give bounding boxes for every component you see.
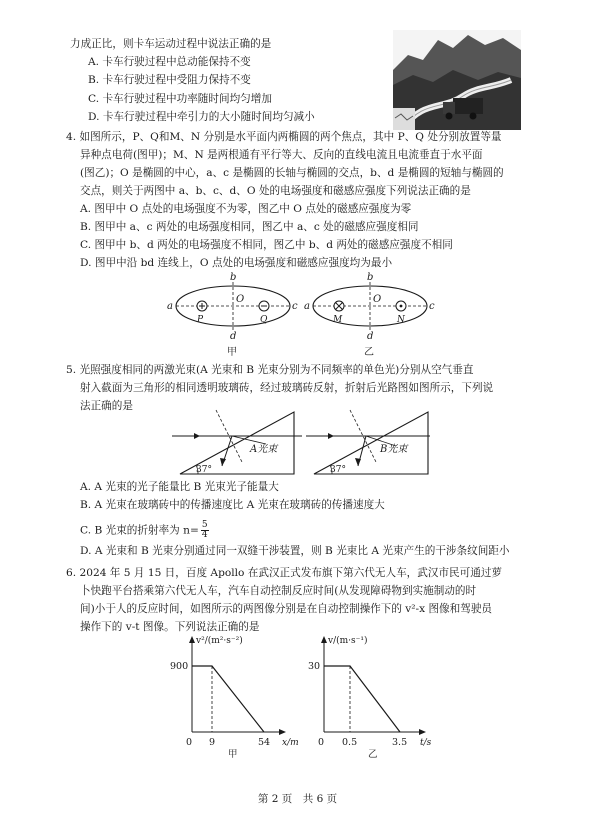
q6-jia-xlabel: x/m — [282, 738, 299, 748]
q6-jia-caption: 甲 — [228, 749, 238, 760]
q6-stem-line-2: 卜快跑平台搭乘第六代无人车，汽车自动控制反应时间(从发现障碍物到实施制动的时 — [80, 585, 477, 597]
q4-figure-yi — [303, 270, 437, 345]
q5-stem-line-3: 法正确的是 — [80, 400, 133, 412]
q3-option-b: B. 卡车行驶过程中受阻力保持不变 — [88, 74, 251, 86]
page-footer: 第 2 页 共 6 页 — [257, 793, 338, 805]
q6-jia-xtick-54: 54 — [258, 737, 271, 748]
q5-figure-a-beam — [166, 408, 306, 478]
q4-stem-line-2: 异种点电荷(图甲)；M、N 是两根通有平行等大、反向的直线电流且电流垂直于水平面 — [80, 149, 483, 161]
q6-yi-xlabel: t/s — [420, 738, 432, 748]
fig-jia-label-d: d — [230, 331, 237, 342]
q6-stem-line-4: 操作下的 v-t 图像。下列说法正确的是 — [80, 621, 260, 633]
q4-figure-jia — [166, 270, 300, 345]
q6-yi-xtick-3-5: 3.5 — [392, 737, 408, 748]
q5-frac-denominator: 4 — [201, 530, 208, 540]
q5-option-c-fraction — [201, 521, 209, 540]
q3-option-c: C. 卡车行驶过程中功率随时间均匀增加 — [88, 93, 272, 105]
q5-stem-line-1: 5. 光照强度相同的两激光束(A 光束和 B 光束分别为不同频率的单色光)分别从空气垂直 — [66, 364, 474, 376]
q6-jia-ytick-900: 900 — [170, 661, 189, 672]
q4-stem-line-1: 4. 如图所示，P、Q和M、N 分别是水平面内两椭圆的两个焦点，其中 P、Q 处分别放置等量 — [66, 131, 502, 143]
q4-fig-jia-caption: 甲 — [227, 347, 237, 358]
q4-option-d: D. 图甲中沿 bd 连线上，O 点处的电场强度和磁感应强度均为最小 — [80, 257, 393, 269]
q5-figure-b-beam — [300, 408, 440, 478]
fig-yi-label-a: a — [304, 301, 310, 312]
q6-yi-ytick-30: 30 — [308, 661, 321, 672]
q3-option-d: D. 卡车行驶过程中牵引力的大小随时间均匀减小 — [88, 111, 315, 123]
q5-frac-numerator: 5 — [201, 520, 208, 530]
fig-yi-label-c: c — [429, 301, 435, 312]
q6-yi-caption: 乙 — [368, 749, 378, 760]
q6-yi-ylabel: v/(m·s⁻¹) — [328, 636, 368, 646]
q6-stem-line-3: 间)小于人的反应时间，如图所示的两图像分别是在自动控制操作下的 v²-x 图像和驾驶员 — [80, 603, 493, 615]
fig-yi-label-b: b — [367, 272, 374, 283]
q6-jia-ylabel: v²/(m²·s⁻²) — [196, 636, 243, 646]
q5-fig-a-label: A光束 — [250, 444, 278, 455]
q3-option-a: A. 卡车行驶过程中总动能保持不变 — [88, 56, 251, 68]
q5-option-d: D. A 光束和 B 光束分别通过同一双缝干涉装置，则 B 光束比 A 光束产生的干涉条纹间距小 — [80, 545, 510, 557]
fig-jia-label-q: Q — [260, 315, 268, 325]
q4-option-c: C. 图甲中 b、d 两处的电场强度不相同，图乙中 b、d 两处的磁感应强度不相同 — [80, 239, 453, 251]
q5-stem-line-2: 射入截面为三角形的相同透明玻璃砖，经过玻璃砖反射，折射后光路图如图所示，下列说 — [80, 382, 494, 394]
q5-option-c — [80, 521, 209, 540]
q6-yi-xtick-0: 0 — [318, 737, 325, 748]
q5-option-a: A. A 光束的光子能量比 B 光束光子能量大 — [80, 481, 279, 493]
q6-graph-yi — [296, 632, 446, 760]
fig-yi-label-m: M — [333, 315, 343, 325]
fig-yi-label-o: O — [373, 294, 382, 305]
q6-yi-xtick-0-5: 0.5 — [342, 737, 358, 748]
q6-stem-line-1: 6. 2024 年 5 月 15 日，百度 Apollo 在武汉正式发布旗下第六代无人车，武汉市民可通过萝 — [66, 567, 503, 579]
q4-option-a: A. 图甲中 O 点处的电场强度不为零，图乙中 O 点处的磁感应强度为零 — [80, 203, 412, 215]
q3-stem-tail: 力成正比，则卡车运动过程中说法正确的是 — [70, 38, 272, 50]
q5-fig-b-label: B光束 — [380, 444, 408, 455]
q5-option-b: B. A 光束在玻璃砖中的传播速度比 A 光束在玻璃砖的传播速度大 — [80, 499, 385, 511]
fig-jia-label-b: b — [230, 272, 237, 283]
q6-jia-xtick-0: 0 — [186, 737, 193, 748]
q4-fig-yi-caption: 乙 — [364, 347, 374, 358]
truck-photo — [393, 30, 521, 130]
fig-jia-label-p: P — [197, 315, 204, 325]
q5-fig-b-angle: 37° — [330, 465, 346, 475]
q5-fig-a-angle: 37° — [196, 465, 212, 475]
q4-stem-line-3: (图乙)；O 是椭圆的中心，a、c 是椭圆的长轴与椭圆的交点，b、d 是椭圆的短轴与椭圆的 — [80, 167, 504, 179]
fig-jia-label-a: a — [167, 301, 173, 312]
q4-option-b: B. 图甲中 a、c 两处的电场强度相同，图乙中 a、c 处的磁感应强度相同 — [80, 221, 419, 233]
fig-yi-label-n: N — [397, 315, 405, 325]
fig-jia-label-o: O — [236, 294, 245, 305]
q6-jia-xtick-9: 9 — [209, 737, 216, 748]
fig-jia-label-c: c — [292, 301, 298, 312]
q5-option-c-text: C. B 光束的折射率为 n= — [80, 524, 199, 537]
fig-yi-label-d: d — [367, 331, 374, 342]
q4-stem-line-4: 交点，则关于两图中 a、b、c、d、O 处的电场强度和磁感应强度下列说法正确的是 — [80, 185, 471, 197]
